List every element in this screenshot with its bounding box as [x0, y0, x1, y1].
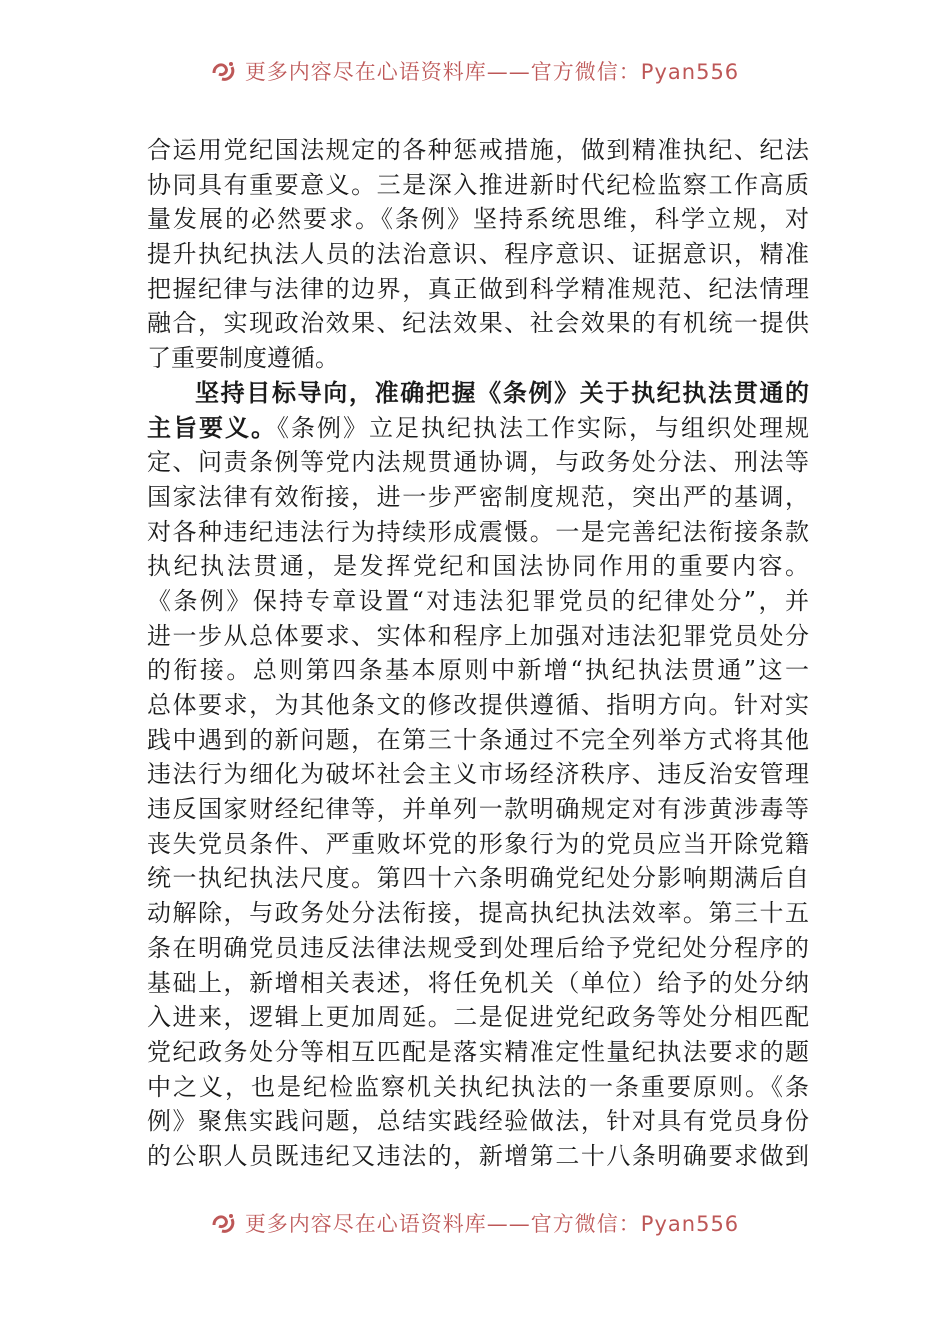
text-line: 丧失党员条件、严重败坏党的形象行为的党员应当开除党籍	[147, 829, 809, 858]
text-line: 的公职人员既违纪又违法的，新增第二十八条明确要求做到	[147, 1141, 809, 1170]
text-line: 进一步从总体要求、实体和程序上加强对违法犯罪党员处分	[147, 621, 809, 650]
header-watermark	[0, 56, 950, 86]
text-line: 违法行为细化为破坏社会主义市场经济秩序、违反治安管理	[147, 760, 809, 789]
text-line: 条在明确党员违反法律法规受到处理后给予党纪处分程序的	[147, 933, 809, 962]
text-line: 统一执纪执法尺度。第四十六条明确党纪处分影响期满后自	[147, 864, 809, 893]
footer-watermark	[0, 1208, 950, 1238]
text-line: 中之义，也是纪检监察机关执纪执法的一条重要原则。《条	[147, 1072, 809, 1101]
text-line: 执纪执法贯通，是发挥党纪和国法协同作用的重要内容。	[147, 552, 809, 581]
text-line: 践中遇到的新问题，在第三十条通过不完全列举方式将其他	[147, 725, 809, 754]
text-line: 例》聚焦实践问题，总结实践经验做法，针对具有党员身份	[147, 1107, 809, 1136]
text-line: 定、问责条例等党内法规贯通协调，与政务处分法、刑法等	[147, 448, 809, 477]
text-line: 对各种违纪违法行为持续形成震慑。一是完善纪法衔接条款	[147, 517, 809, 546]
paragraph-2	[147, 376, 809, 1174]
text-run: 《条例》立足执纪执法工作实际，与组织处理规	[277, 413, 809, 442]
text-line: 违反国家财经纪律等，并单列一款明确规定对有涉黄涉毒等	[147, 795, 809, 824]
text-line: 了重要制度遵循。	[147, 344, 339, 373]
text-line: 总体要求，为其他条文的修改提供遵循、指明方向。针对实	[147, 691, 809, 719]
watermark-text: 更多内容尽在心语资料库——官方微信：Pyan556	[244, 60, 740, 84]
paragraph-1	[147, 133, 809, 376]
watermark-text: 更多内容尽在心语资料库——官方微信：Pyan556	[244, 1212, 740, 1236]
text-line: 提升执纪执法人员的法治意识、程序意识、证据意识，精准	[147, 240, 809, 269]
text-line: 量发展的必然要求。《条例》坚持系统思维，科学立规，对	[147, 205, 809, 234]
text-line: 党纪政务处分等相互匹配是落实精准定性量纪执法要求的题	[147, 1037, 809, 1066]
text-line: 的衔接。总则第四条基本原则中新增“执纪执法贯通”这一	[147, 656, 809, 685]
text-line: 合运用党纪国法规定的各种惩戒措施，做到精准执纪、纪法	[147, 136, 809, 164]
text-line: 动解除，与政务处分法衔接，提高执纪执法效率。第三十五	[147, 899, 809, 928]
text-line: 把握纪律与法律的边界，真正做到科学精准规范、纪法情理	[147, 274, 809, 303]
text-line: 基础上，新增相关表述，将任免机关（单位）给予的处分纳	[147, 968, 809, 997]
text-line: 入进来，逻辑上更加周延。二是促进党纪政务等处分相匹配	[147, 1003, 809, 1032]
text-line: 协同具有重要意义。三是深入推进新时代纪检监察工作高质	[147, 170, 809, 199]
text-line	[147, 411, 809, 446]
text-line: 融合，实现政治效果、纪法效果、社会效果的有机统一提供	[147, 309, 809, 338]
paragraph-heading-end: 主旨要义。	[147, 413, 277, 442]
brand-logo-icon	[211, 1211, 237, 1235]
text-line: 《条例》保持专章设置“对违法犯罪党员的纪律处分”，并	[147, 586, 809, 615]
brand-logo-icon	[211, 59, 237, 83]
paragraph-heading: 坚持目标导向，准确把握《条例》关于执纪执法贯通的	[195, 378, 809, 407]
text-line: 国家法律有效衔接，进一步严密制度规范，突出严的基调，	[147, 482, 809, 511]
document-body	[147, 133, 809, 1174]
